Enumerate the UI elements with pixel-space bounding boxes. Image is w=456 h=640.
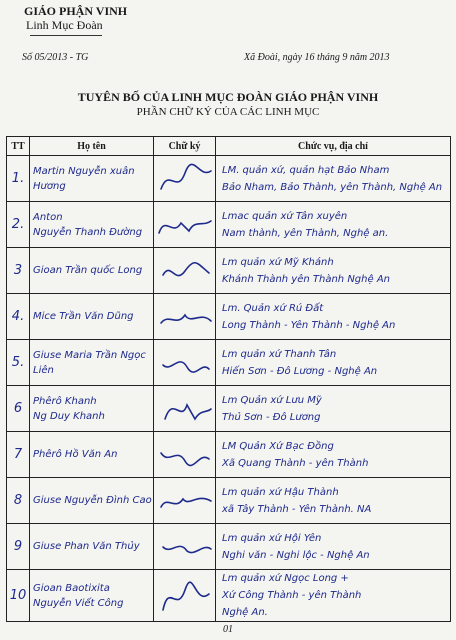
signature-scribble xyxy=(155,205,215,245)
signature xyxy=(154,340,216,386)
row-number: 10 xyxy=(7,570,30,622)
row-number: 3 xyxy=(7,248,30,294)
signature-scribble xyxy=(155,435,215,475)
priest-name: Giuse Maria Trần Ngọc Liên xyxy=(30,340,154,386)
signature-scribble xyxy=(155,527,215,567)
header-divider xyxy=(30,35,102,36)
signature xyxy=(154,202,216,248)
row-number: 9 xyxy=(7,524,30,570)
corps-name: Linh Mục Đoàn xyxy=(26,18,103,32)
signature xyxy=(154,432,216,478)
signature-scribble xyxy=(155,481,215,521)
priest-name: Phêrô Hồ Văn An xyxy=(30,432,154,478)
row-number: 4. xyxy=(7,294,30,340)
role-address: LM Quản Xứ Bạc Đồng Xã Quang Thành - yên Thành xyxy=(216,432,451,478)
row-number: 6 xyxy=(7,386,30,432)
document-subtitle: PHẦN CHỮ KÝ CỦA CÁC LINH MỤC xyxy=(136,106,320,118)
table-row xyxy=(7,524,451,570)
signature xyxy=(154,156,216,202)
role-address: LM. quản xứ, quản hạt Bảo Nham Bảo Nham, Bảo Thành, yên Thành, Nghệ An xyxy=(216,156,451,202)
signature-scribble xyxy=(155,343,215,383)
signature-scribble xyxy=(155,389,215,429)
document-number: Số 05/2013 - TG xyxy=(22,52,89,63)
signature xyxy=(154,248,216,294)
priest-name: Mice Trần Văn Dũng xyxy=(30,294,154,340)
header-block xyxy=(24,4,127,32)
signature-scribble xyxy=(155,297,215,337)
priest-name: Phêrô Khanh Ng Duy Khanh xyxy=(30,386,154,432)
signature-scribble xyxy=(155,251,215,291)
header-name: Họ tên xyxy=(30,137,154,156)
row-number: 2. xyxy=(7,202,30,248)
table-row xyxy=(7,248,451,294)
role-address: Lm quản xứ Hậu Thành xã Tây Thành - Yên Thành. NA xyxy=(216,478,451,524)
table-row xyxy=(7,432,451,478)
signature-table xyxy=(6,136,451,622)
priest-name: Giuse Phan Văn Thủy xyxy=(30,524,154,570)
role-address: Lmac quản xứ Tân xuyên Nam thành, yên Thành, Nghệ an. xyxy=(216,202,451,248)
role-address: Lm quản xứ Thanh Tân Hiến Sơn - Đô Lương - Nghệ An xyxy=(216,340,451,386)
page-number: 01 xyxy=(223,624,233,635)
table-header-row xyxy=(7,137,451,156)
header-signature: Chữ ký xyxy=(154,137,216,156)
place-date: Xã Đoài, ngày 16 tháng 9 năm 2013 xyxy=(244,52,390,63)
priest-name: Gioan Trần quốc Long xyxy=(30,248,154,294)
table-row xyxy=(7,570,451,622)
signature xyxy=(154,570,216,622)
role-address: Lm. Quản xứ Rú Đất Long Thành - Yên Thành - Nghệ An xyxy=(216,294,451,340)
table-row xyxy=(7,156,451,202)
table-row xyxy=(7,340,451,386)
row-number: 5. xyxy=(7,340,30,386)
signature xyxy=(154,386,216,432)
priest-name: Martin Nguyễn xuân Hương xyxy=(30,156,154,202)
role-address: Lm Quản xứ Lưu Mỹ Thủ Sơn - Đô Lương xyxy=(216,386,451,432)
table-row xyxy=(7,202,451,248)
row-number: 1. xyxy=(7,156,30,202)
table-row xyxy=(7,478,451,524)
priest-name: Anton Nguyễn Thanh Đường xyxy=(30,202,154,248)
row-number: 7 xyxy=(7,432,30,478)
signature xyxy=(154,524,216,570)
priest-name: Gioan Baotixita Nguyễn Viết Công xyxy=(30,570,154,622)
table-row xyxy=(7,386,451,432)
signature xyxy=(154,478,216,524)
table-row xyxy=(7,294,451,340)
signature xyxy=(154,294,216,340)
role-address: Lm quản xứ Hội Yên Nghi văn - Nghi lộc - Nghệ An xyxy=(216,524,451,570)
header-num: TT xyxy=(7,137,30,156)
signature-scribble xyxy=(155,576,215,616)
header-role: Chức vụ, địa chỉ xyxy=(216,137,451,156)
role-address: Lm quản xứ Mỹ Khánh Khánh Thành yên Thành Nghệ An xyxy=(216,248,451,294)
signature-scribble xyxy=(155,159,215,199)
priest-name: Giuse Nguyễn Đình Cao xyxy=(30,478,154,524)
diocese-name: GIÁO PHẬN VINH xyxy=(24,4,128,18)
row-number: 8 xyxy=(7,478,30,524)
document-title: TUYÊN BỐ CỦA LINH MỤC ĐOÀN GIÁO PHẬN VINH xyxy=(77,90,379,104)
role-address: Lm quản xứ Ngọc Long + Xứ Công Thành - yên Thành Nghệ An. xyxy=(216,570,451,622)
